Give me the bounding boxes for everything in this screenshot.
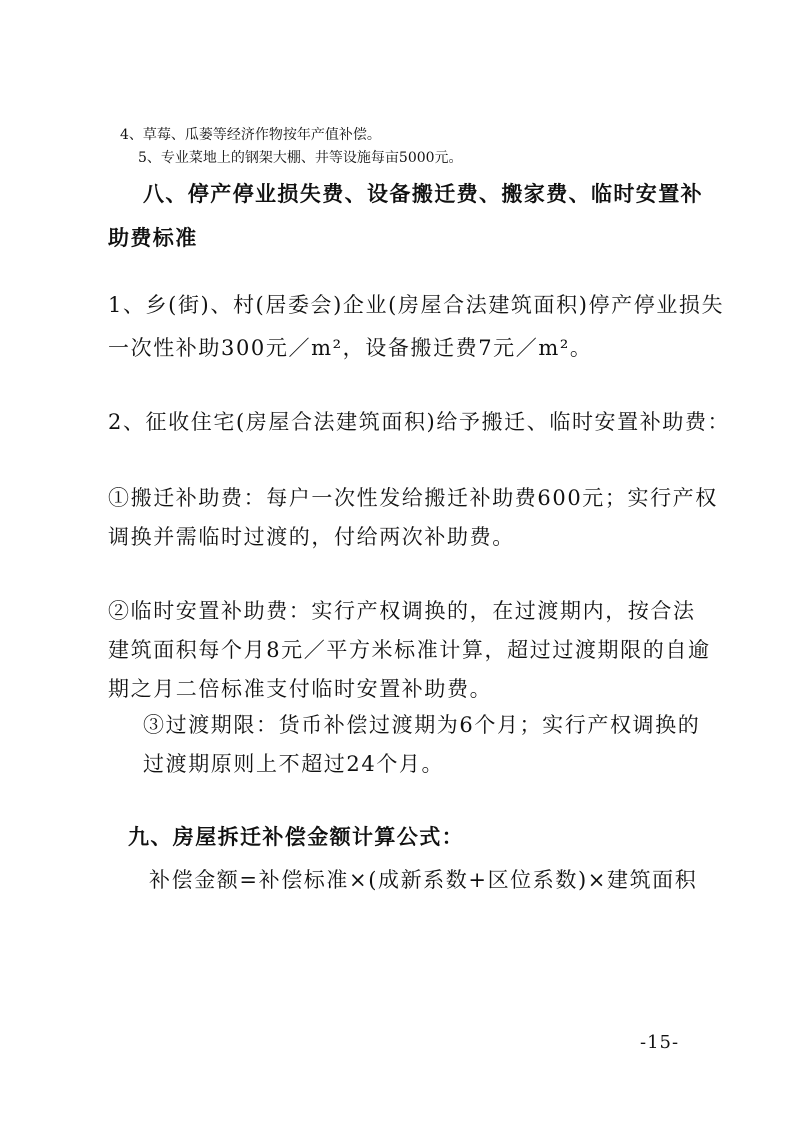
paragraph-2-line1: 2、征收住宅(房屋合法建筑面积)给予搬迁、临时安置补助费： — [108, 410, 731, 434]
formula: 补偿金额=补偿标准×(成新系数+区位系数)×建筑面积 — [149, 868, 698, 892]
paragraph-4-line3: 期之月二倍标准支付临时安置补助费。 — [108, 677, 493, 701]
section-8-title-line1: 八、停产停业损失费、设备搬迁费、搬家费、临时安置补 — [143, 182, 703, 206]
paragraph-5-line2: 过渡期原则上不超过24个月。 — [143, 752, 445, 776]
paragraph-3-line1: ①搬迁补助费：每户一次性发给搬迁补助费600元；实行产权 — [108, 486, 718, 510]
paragraph-3-line2: 调换并需临时过渡的，付给两次补助费。 — [108, 525, 515, 549]
paragraph-4-line2: 建筑面积每个月8元／平方米标准计算，超过过渡期限的自逾 — [108, 638, 711, 662]
paragraph-4-line1: ②临时安置补助费：实行产权调换的，在过渡期内，按合法 — [108, 599, 696, 623]
section-9-title: 九、房屋拆迁补偿金额计算公式： — [128, 825, 464, 849]
paragraph-1-line2: 一次性补助300元／m²，设备搬迁费7元／m²。 — [108, 336, 593, 360]
page-number: -15- — [640, 1032, 680, 1053]
paragraph-5-line1: ③过渡期限：货币补偿过渡期为6个月；实行产权调换的 — [143, 713, 701, 737]
section-8-title-line2: 助费标准 — [108, 226, 198, 250]
item-5: 5、专业菜地上的钢架大棚、井等设施每亩5000元。 — [138, 150, 463, 166]
item-4: 4、草莓、瓜蒌等经济作物按年产值补偿。 — [120, 127, 381, 143]
paragraph-1-line1: 1、乡(街)、村(居委会)企业(房屋合法建筑面积)停产停业损失 — [108, 293, 725, 317]
